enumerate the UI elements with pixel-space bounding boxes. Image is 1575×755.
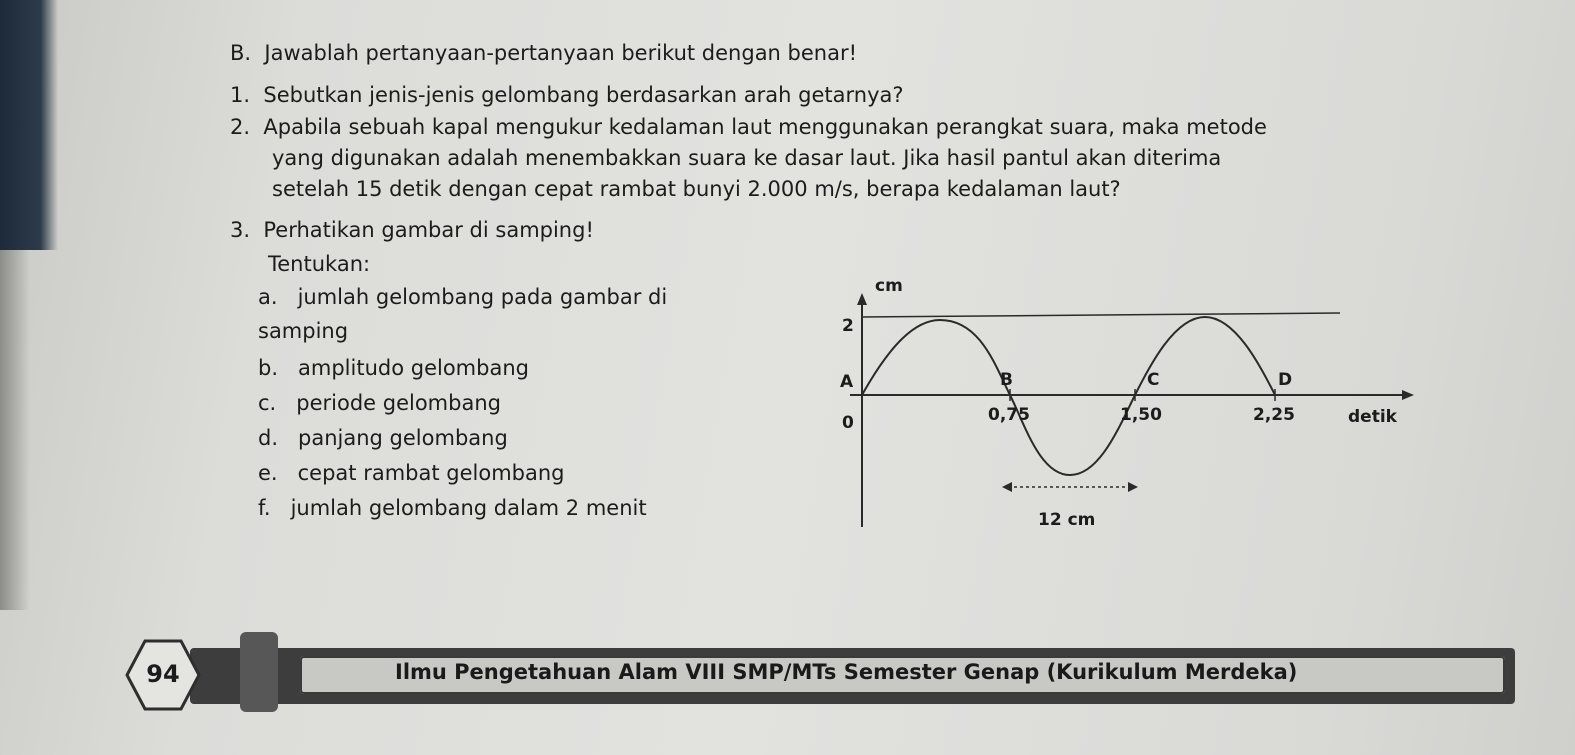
point-c-label: C (1147, 370, 1160, 390)
origin-label: 0 (842, 413, 854, 433)
question-2-line-3: setelah 15 detik dengan cepat rambat bunyi 2.000 m/s, berapa kedalaman laut? (272, 177, 1121, 201)
question-3-item-e: e. cepat rambat gelombang (258, 461, 565, 485)
question-3-item-d: d. panjang gelombang (258, 426, 508, 450)
question-2-line-1: 2. Apabila sebuah kapal mengukur kedalaman laut menggunakan perangkat suara, maka metode (230, 115, 1267, 139)
amplitude-value: 2 (842, 316, 854, 336)
x-axis-arrowhead (1402, 390, 1414, 400)
question-3-item-c: c. periode gelombang (258, 391, 501, 415)
tick-label-075: 0,75 (988, 405, 1030, 425)
wavelength-label: 12 cm (1038, 510, 1096, 530)
point-d-label: D (1278, 370, 1293, 390)
x-axis-unit: detik (1348, 407, 1397, 427)
y-axis-unit: cm (875, 276, 903, 296)
wavelength-arrow-left-head (1002, 482, 1012, 492)
question-3-item-b: b. amplitudo gelombang (258, 356, 529, 380)
page-number: 94 (146, 660, 180, 688)
amplitude-line (862, 313, 1340, 317)
page-edge-shadow-lower (0, 250, 30, 610)
question-3-item-f: f. jumlah gelombang dalam 2 menit (258, 496, 647, 520)
question-3-intro: 3. Perhatikan gambar di samping! (230, 218, 594, 242)
wave-diagram (820, 265, 1420, 545)
point-a-label: A (840, 372, 854, 392)
page-edge-shadow (0, 0, 58, 250)
wavelength-arrow-right-head (1128, 482, 1138, 492)
book-title: Ilmu Pengetahuan Alam VIII SMP/MTs Semester Genap (Kurikulum Merdeka) (395, 660, 1298, 684)
y-axis-arrowhead (857, 293, 867, 305)
question-3-item-a: a. jumlah gelombang pada gambar di (258, 285, 668, 309)
tick-label-225: 2,25 (1253, 405, 1295, 425)
footer-tab-decoration (240, 632, 278, 712)
question-3-tentukan: Tentukan: (268, 252, 371, 276)
question-1: 1. Sebutkan jenis-jenis gelombang berdasarkan arah getarnya? (230, 83, 904, 107)
question-2-line-2: yang digunakan adalah menembakkan suara ke dasar laut. Jika hasil pantul akan diterima (272, 146, 1222, 170)
point-b-label: B (1000, 370, 1013, 390)
section-heading: B. Jawablah pertanyaan-pertanyaan berikut dengan benar! (230, 41, 858, 65)
question-3-item-a-cont: samping (258, 319, 349, 343)
tick-label-150: 1,50 (1120, 405, 1162, 425)
